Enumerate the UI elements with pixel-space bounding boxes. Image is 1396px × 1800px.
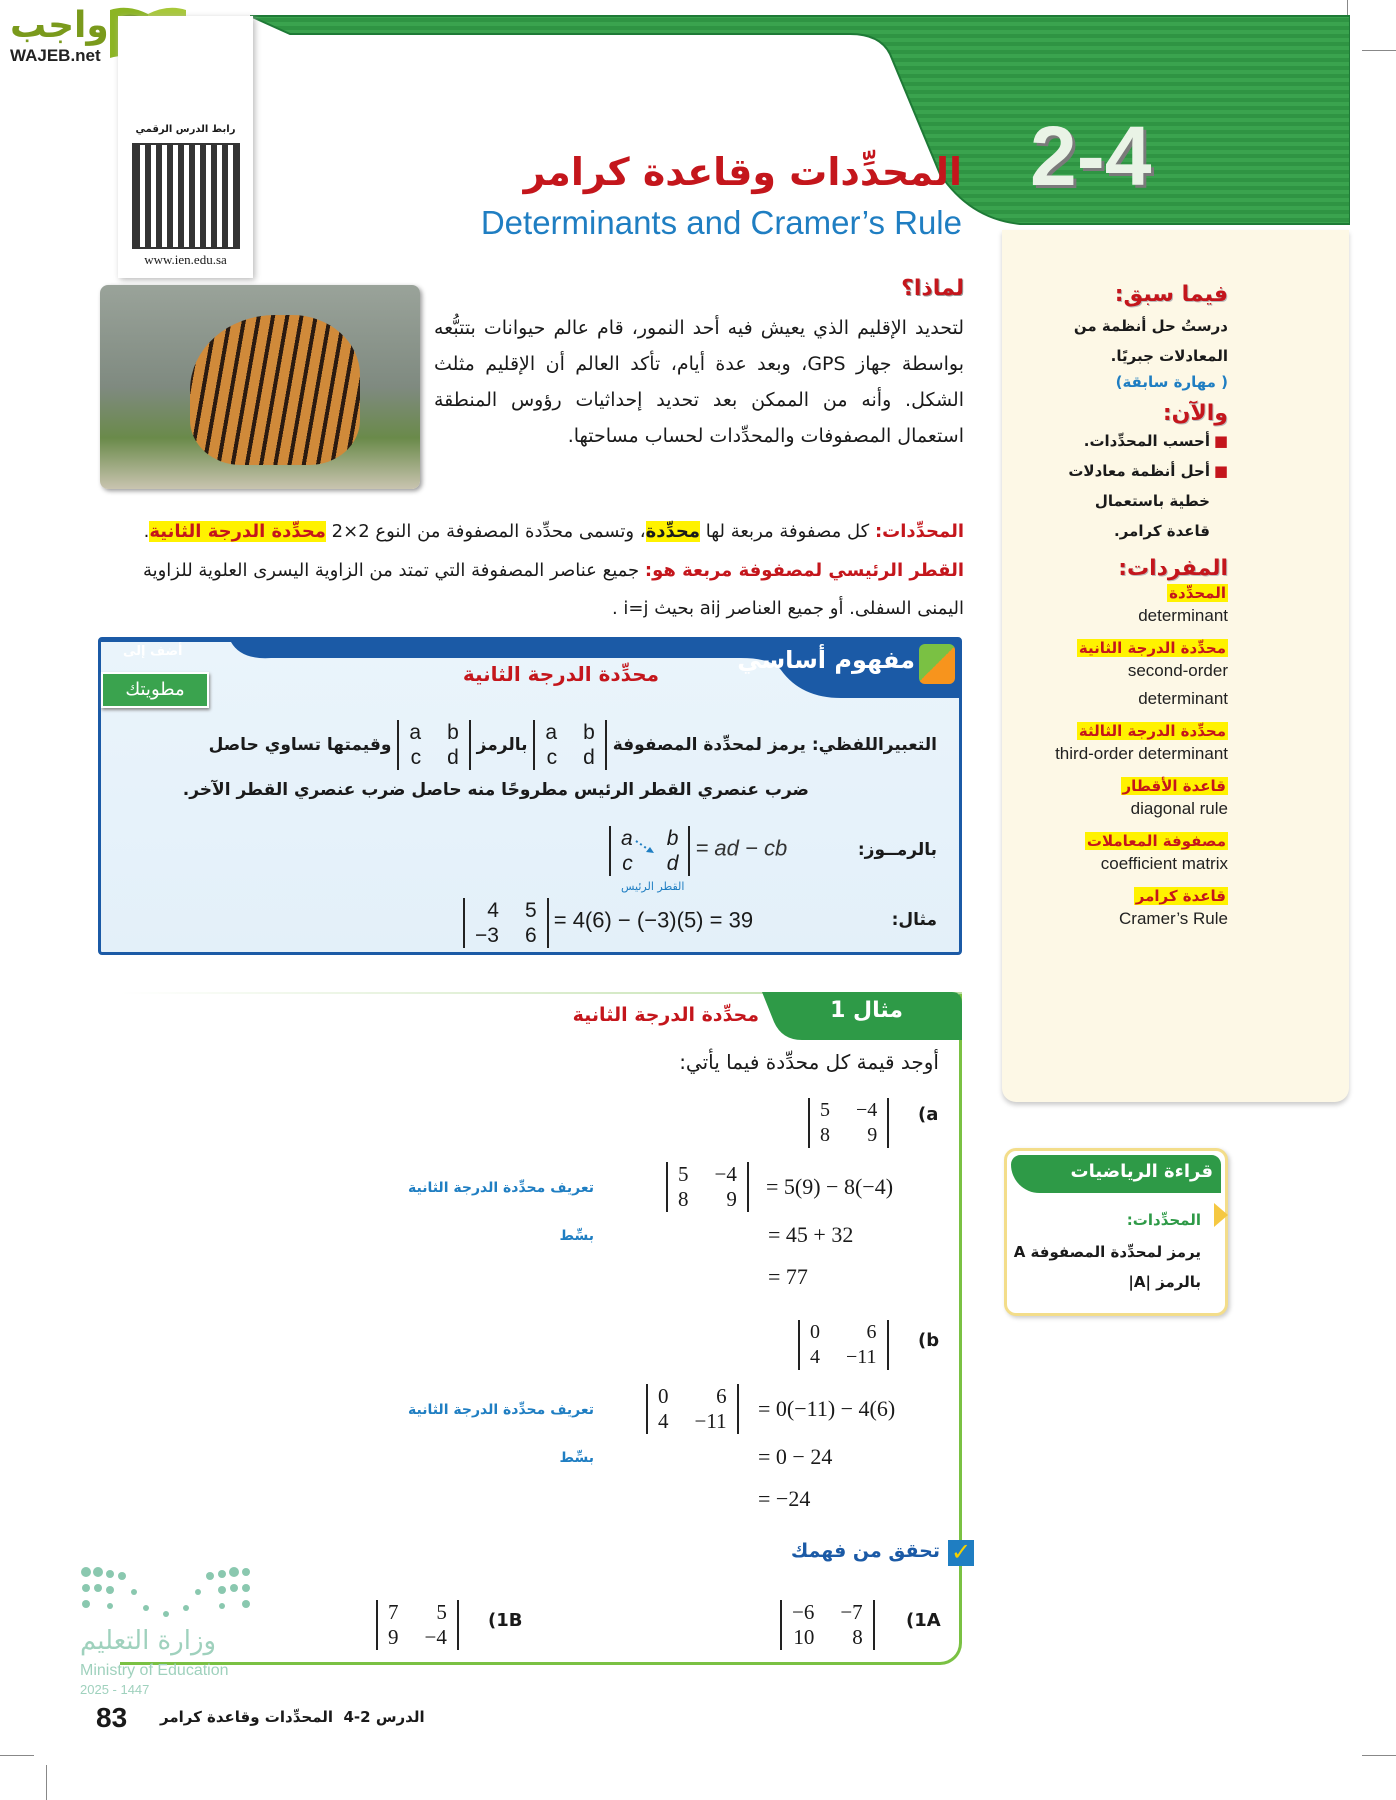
determinants-definition: [94, 512, 964, 552]
before-text: درستُ حل أنظمة من المعادلات جبريًا.: [1073, 317, 1228, 365]
wajeb-logo: [10, 6, 109, 66]
footer-lesson-number: الدرس 2-4: [343, 1708, 425, 1726]
sidebar-content: [1048, 282, 1228, 933]
vocab-item: قاعدة كرامر Cramer’s Rule: [1119, 887, 1228, 928]
crop-mark: [46, 1765, 47, 1800]
main-diagonal-definition: [94, 552, 964, 628]
reading-math-term: المحدِّدات:: [1126, 1211, 1201, 1229]
ministry-name-arabic: وزارة التعليم: [80, 1626, 217, 1656]
example-label: مثال:: [891, 910, 937, 930]
logo-latin: WAJEB.net: [10, 46, 101, 65]
definition-text: كل مصفوفة مربعة لها: [705, 521, 870, 542]
example-formula: [463, 898, 753, 948]
highlight-term: محدِّدة الدرجة الثانية: [149, 521, 326, 542]
vocab-list: [1048, 583, 1228, 933]
tiger-photo: [100, 285, 420, 489]
punct: .: [143, 521, 150, 542]
example-rhs: = 4(6) − (−3)(5) = 39: [553, 907, 754, 933]
reading-math-box: [1004, 1148, 1228, 1316]
qr-code[interactable]: [132, 143, 240, 249]
page-number: 83: [96, 1702, 128, 1733]
check-heading: تحقق من فهمك: [790, 1540, 940, 1562]
vocab-item: المحدِّدة determinant: [1138, 584, 1228, 625]
why-paragraph: لتحديد الإقليم الذي يعيش فيه أحد النمور، قام عالم حيوانات بتتبُّعه بواسطة جهاز GPS، وبعد عدة أيام، تأكد العالم أن الإقليم مثلث الشكل. وأنه من الممكن بعد تحديد إحداثيات رؤوس المنطقة استعمال المصفوفات والمحدِّدات لحساب مساحتها.: [434, 317, 965, 447]
part-b-label: (b: [918, 1330, 940, 1351]
part-b-step-1: = 0(−11) − 4(6): [758, 1396, 896, 1421]
vocab-item: محدِّدة الدرجة الثالثة third-order determinant: [1055, 722, 1228, 763]
symbols-rhs: = ad − cb: [695, 835, 788, 861]
verbal-line-2: ضرب عنصري القطر الرئيس مطروحًا منه حاصل ضرب عنصري القطر الآخر.: [182, 780, 809, 800]
symbols-formula: [609, 826, 787, 876]
key-concept-title: محدِّدة الدرجة الثانية: [462, 662, 659, 686]
verbal-label: التعبيراللفظي:: [811, 735, 937, 755]
vocab-item: محدِّدة الدرجة الثانية second-order determinant: [1078, 639, 1228, 708]
reading-math-text: يرمز لمحدِّدة المصفوفة A بالرمز |A|: [1013, 1243, 1201, 1291]
part-a-step-1: = 5(9) − 8(−4): [766, 1174, 894, 1199]
now-item: ■ أحل أنظمة معادلات خطية باستعمال قاعدة كرامر.: [1068, 462, 1228, 540]
definition-label: المحدِّدات:: [874, 521, 964, 542]
definition-text: ، وتسمى محدِّدة المصفوفة من النوع 2×2: [331, 521, 646, 542]
page-title-english: Determinants and Cramer’s Rule: [480, 204, 962, 241]
part-a-note-2: بسِّط: [559, 1228, 594, 1244]
part-b-note-2: بسِّط: [559, 1450, 594, 1466]
footer-lesson: [160, 1708, 425, 1726]
ministry-name-english: Ministry of Education: [80, 1662, 229, 1679]
foldable-button[interactable]: مطويتك: [101, 672, 209, 708]
key-concept-badge: مفهوم أساسي: [737, 646, 915, 674]
vocab-heading: المفردات:: [1118, 556, 1228, 581]
part-a-determinant-step: 5 −4 8 9: [666, 1162, 749, 1212]
part-b-step-2: = 0 − 24: [758, 1444, 833, 1469]
now-heading: والآن:: [1162, 401, 1228, 426]
diagonal-text: جميع عناصر المصفوفة التي تمتد من الزاوية اليسرى العلوية للزاوية اليمنى السفلى. أو جميع العناصر aij بحيث i=j .: [142, 560, 964, 619]
part-a-determinant: 5 −4 8 9: [808, 1098, 889, 1148]
pointer-icon: [1214, 1203, 1228, 1227]
part-a-step-2: = 45 + 32: [768, 1222, 854, 1247]
key-concept-box: [98, 637, 962, 955]
before-heading: فيما سبق:: [1114, 282, 1228, 307]
check-1a-label: (1A: [906, 1610, 941, 1631]
crop-mark: [0, 1755, 34, 1756]
check-1a-determinant: −6 −7 10 8: [780, 1600, 875, 1650]
vocab-item: قاعدة الأقطار diagonal rule: [1122, 777, 1228, 818]
part-b-determinant-step: 0 6 4 −11: [646, 1384, 739, 1434]
verbal-text: يرمز لمحدِّدة المصفوفة: [612, 735, 806, 755]
qr-card: [118, 16, 253, 278]
check-1b-determinant: 7 5 9 −4: [376, 1600, 459, 1650]
reading-math-heading: قراءة الرياضيات: [1070, 1161, 1213, 1182]
symbols-label: بالرمــوز:: [857, 840, 937, 860]
now-item: ■ أحسب المحدِّدات.: [1083, 432, 1228, 450]
ministry-emblem-icon: [80, 1566, 250, 1624]
example-title: محدِّدة الدرجة الثانية: [572, 1004, 759, 1026]
qr-label: رابط الدرس الرقمي: [135, 124, 236, 135]
lesson-number: 2-4: [1030, 109, 1152, 203]
determinant-abcd: a b c d: [397, 720, 470, 770]
logo-arabic: واجب: [10, 5, 109, 46]
example-label: مثال 1: [830, 998, 903, 1023]
main-diagonal-label: القطر الرئيس: [621, 880, 685, 893]
example-prompt: أوجد قيمة كل محدِّدة فيما يأتي:: [679, 1050, 939, 1074]
checkmark-icon: ✓: [948, 1540, 974, 1566]
footer-lesson-title: المحدِّدات وقاعدة كرامر: [160, 1708, 334, 1726]
example-determinant: 4 5 −3 6: [463, 898, 549, 948]
matrix-abcd: a b c d: [533, 720, 606, 770]
foldable-top: أضف إلى: [123, 644, 183, 659]
part-a-note-1: تعريف محدِّدة الدرجة الثانية: [408, 1180, 594, 1196]
check-1b-label: (1B: [488, 1610, 523, 1631]
verbal-text: بالرمز: [476, 735, 528, 755]
part-a-label: (a: [918, 1104, 939, 1125]
ministry-year: 2025 - 1447: [80, 1682, 150, 1697]
concept-icon: [919, 644, 955, 684]
highlight-term: محدِّدة: [645, 521, 700, 542]
page-title-arabic: المحدِّدات وقاعدة كرامر: [523, 150, 962, 194]
part-a-step-3: = 77: [768, 1264, 808, 1289]
part-b-note-1: تعريف محدِّدة الدرجة الثانية: [408, 1402, 594, 1418]
part-b-determinant: 0 6 4 −11: [798, 1320, 889, 1370]
diagonal-label: القطر الرئيسي لمصفوفة مربعة هو:: [644, 560, 964, 581]
prior-skill-link[interactable]: ( مهارة سابقة): [1115, 373, 1228, 391]
part-b-step-3: = −24: [758, 1486, 811, 1511]
crop-mark: [1362, 1755, 1396, 1756]
vocab-item: مصفوفة المعاملات coefficient matrix: [1086, 832, 1228, 873]
verbal-row: [209, 720, 937, 770]
qr-url[interactable]: www.ien.edu.sa: [144, 252, 227, 267]
why-heading: لماذا؟: [901, 276, 964, 301]
determinant-symbolic: a b c d: [609, 826, 690, 876]
crop-mark: [1362, 50, 1396, 51]
verbal-text: وقيمتها تساوي حاصل: [208, 735, 392, 755]
